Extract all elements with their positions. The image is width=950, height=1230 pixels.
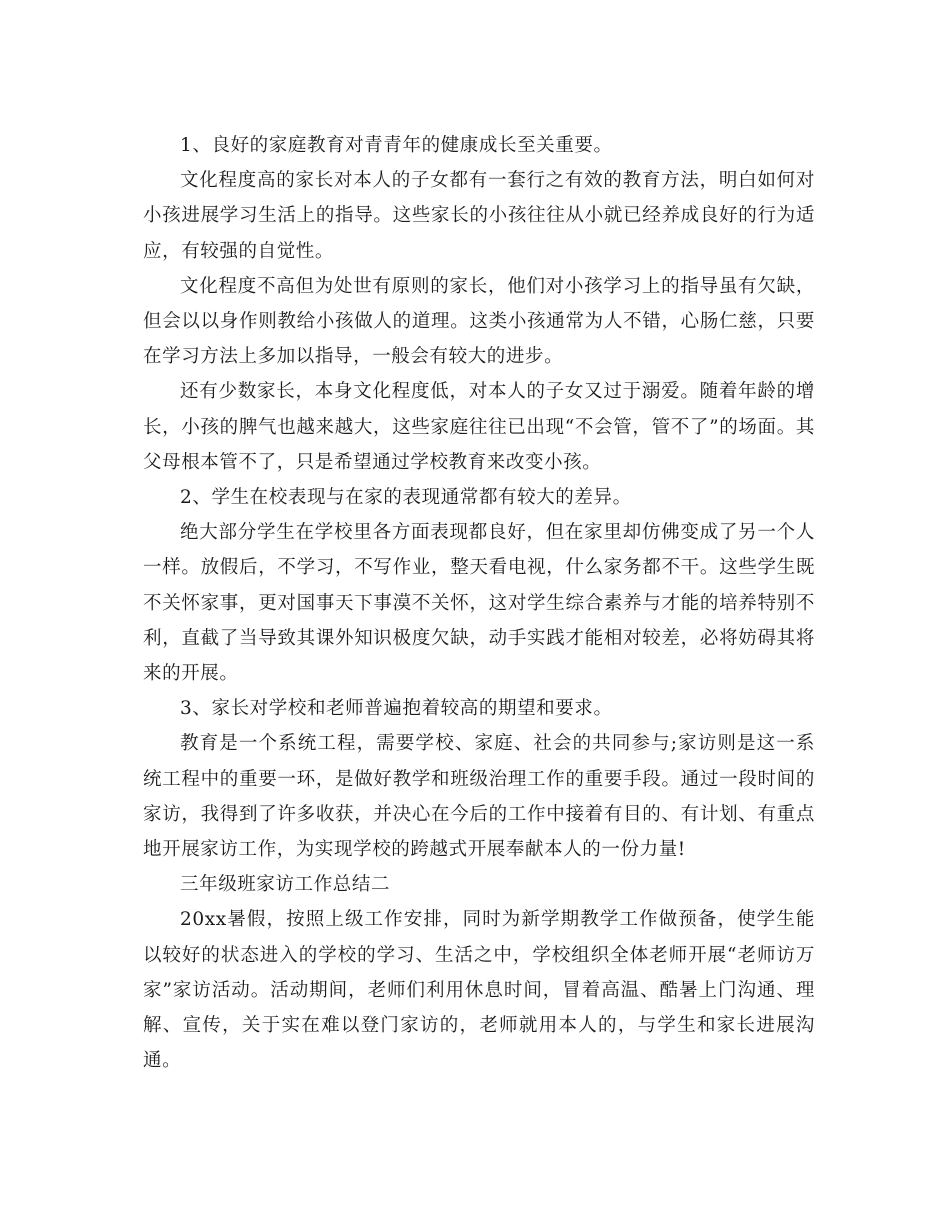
section-heading-2: 2、学生在校表现与在家的表现通常都有较大的差异。 — [180, 487, 632, 509]
section-heading-3: 3、家长对学校和老师普遍抱着较高的期望和要求。 — [180, 698, 613, 720]
document-subtitle: 三年级班家访工作总结二 — [180, 874, 391, 896]
document-body — [143, 128, 815, 1078]
section-heading-1: 1、良好的家庭教育对青青年的健康成长至关重要。 — [180, 135, 613, 156]
paragraph: 文化程度高的家长对本人的子女都有一套行之有效的教育方法，明白如何对小孩进展学习生活上的指导。这些家长的小孩往往从小就已经养成良好的行为适应，有较强的自觉性。 — [143, 170, 815, 262]
paragraph: 还有少数家长，本身文化程度低，对本人的子女又过于溺爱。随着年龄的增长，小孩的脾气也越来越大，这些家庭往往已出现“不会管，管不了”的场面。其父母根本管不了，只是希望通过学校教育来改变小孩。 — [143, 381, 815, 473]
paragraph: 教育是一个系统工程，需要学校、家庭、社会的共同参与;家访则是这一系统工程中的重要一环，是做好教学和班级治理工作的重要手段。通过一段时间的家访，我得到了许多收获，并决心在今后的工作中接着有目的、有计划、有重点地开展家访工作，为实现学校的跨越式开展奉献本人的一份力量! — [143, 733, 815, 861]
paragraph: 文化程度不高但为处世有原则的家长，他们对小孩学习上的指导虽有欠缺，但会以以身作则教给小孩做人的道理。这类小孩通常为人不错，心肠仁慈，只要在学习方法上多加以指导，一般会有较大的进步。 — [143, 275, 815, 368]
paragraph: 绝大部分学生在学校里各方面表现都良好，但在家里却仿佛变成了另一个人一样。放假后，不学习，不写作业，整天看电视，什么家务都不干。这些学生既不关怀家事，更对国事天下事漠不关怀，这对学生综合素养与才能的培养特别不利，直截了当导致其课外知识极度欠缺，动手实践才能相对较差，必将妨碍其将来的开展。 — [143, 522, 815, 685]
paragraph: 20xx暑假，按照上级工作安排，同时为新学期教学工作做预备，使学生能以较好的状态进入的学校的学习、生活之中，学校组织全体老师开展“老师访万家”家访活动。活动期间，老师们利用休息时间，冒着高温、酷暑上门沟通、理解、宣传，关于实在难以登门家访的，老师就用本人的，与学生和家长进展沟通。 — [143, 909, 815, 1072]
